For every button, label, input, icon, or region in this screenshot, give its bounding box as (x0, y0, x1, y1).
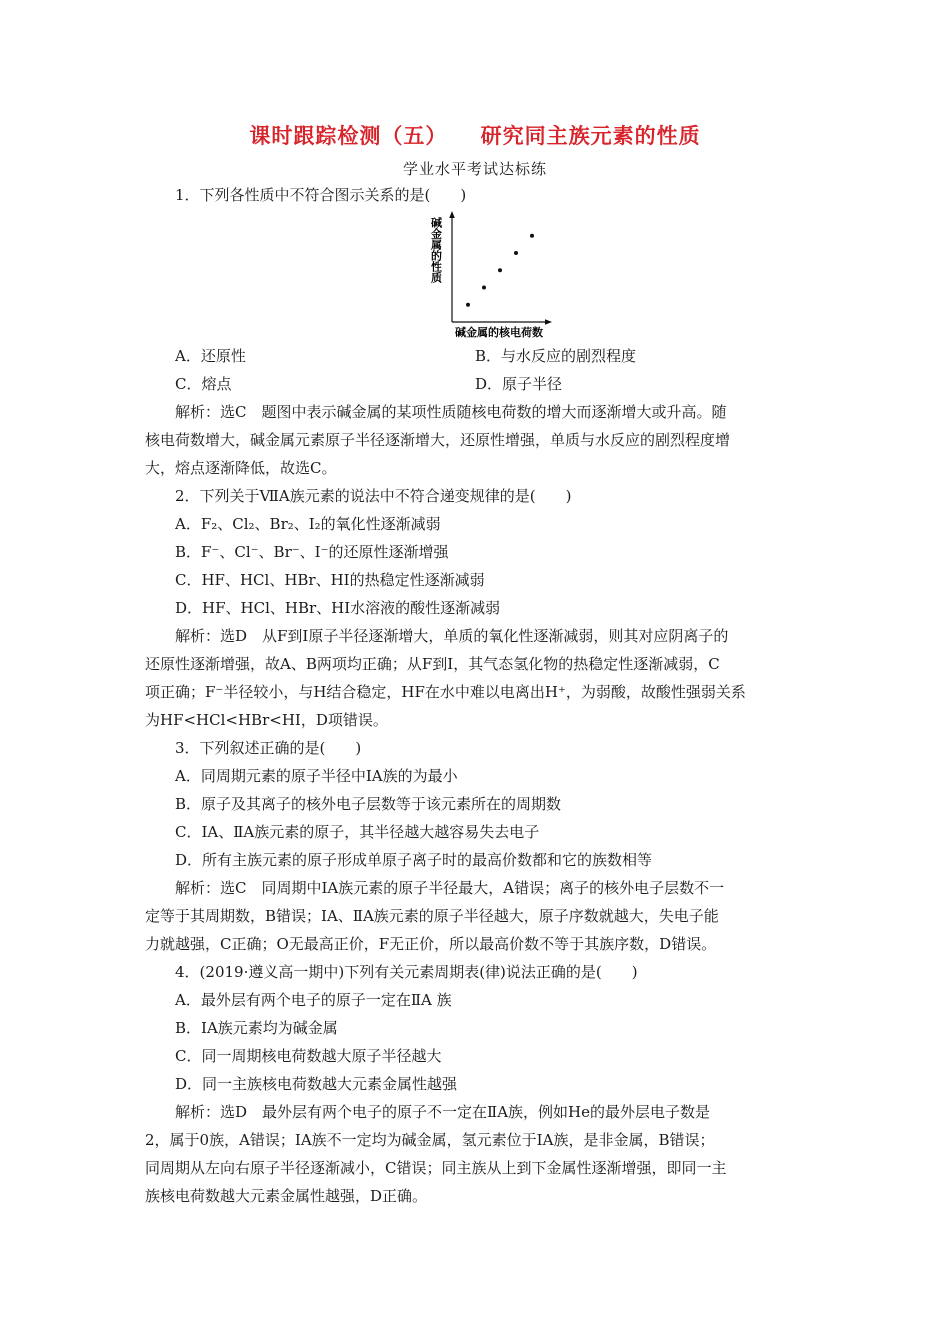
data-point (530, 234, 534, 238)
option-c: C．ⅠA、ⅡA族元素的原子，其半径越大越容易失去电子 (175, 823, 540, 841)
option-d: D．原子半径 (475, 375, 563, 393)
option-d: D．HF、HCl、HBr、HI水溶液的酸性逐渐减弱 (175, 599, 501, 617)
question-3-analysis-line: 力就越强，C正确；O无最高正价，F无正价，所以最高价数不等于其族序数，D错误。 (145, 935, 717, 953)
question-1-options-row-1 (145, 342, 810, 370)
chart-container (145, 209, 810, 339)
option-d: D．同一主族核电荷数越大元素金属性越强 (175, 1075, 458, 1093)
option-c: C．熔点 (175, 375, 232, 393)
option-c: C．同一周期核电荷数越大原子半径越大 (175, 1047, 442, 1065)
scatter-chart (425, 209, 555, 339)
option-b: B．F⁻、Cl⁻、Br⁻、I⁻的还原性逐渐增强 (175, 543, 449, 561)
option-b: B．原子及其离子的核外电子层数等于该元素所在的周期数 (175, 795, 562, 813)
option-b: B．ⅠA族元素均为碱金属 (175, 1019, 338, 1037)
question-4-analysis-line: 解析：选D 最外层有两个电子的原子不一定在ⅡA族，例如He的最外层电子数是 (175, 1103, 711, 1121)
data-points (466, 234, 534, 307)
y-axis-arrow (449, 211, 455, 218)
x-axis-arrow (545, 319, 552, 325)
x-axis-label: 碱金属的核电荷数 (455, 326, 543, 339)
question-3-analysis-line: 解析：选C 同周期中ⅠA族元素的原子半径最大，A错误；离子的核外电子层数不一 (175, 879, 725, 897)
page-title: 课时跟踪检测（五） 研究同主族元素的性质 (249, 124, 701, 148)
option-b: B．与水反应的剧烈程度 (475, 347, 637, 365)
document-body (145, 181, 810, 1210)
y-axis-label: 碱金属的性质 (429, 217, 443, 283)
option-d: D．所有主族元素的原子形成单原子离子时的最高价数都和它的族数相等 (175, 851, 653, 869)
data-point (482, 285, 486, 289)
question-2-analysis-line: 解析：选D 从F到I原子半径逐渐增大，单质的氧化性逐渐减弱，则其对应阴离子的 (175, 627, 729, 645)
option-a: A．最外层有两个电子的原子一定在ⅡA 族 (175, 991, 452, 1009)
question-1-stem: 1．下列各性质中不符合图示关系的是( ) (175, 186, 467, 204)
question-2-stem: 2．下列关于ⅦA族元素的说法中不符合递变规律的是( ) (175, 487, 572, 505)
option-a: A．F₂、Cl₂、Br₂、I₂的氧化性逐渐减弱 (175, 515, 441, 533)
question-4-analysis-line: 同周期从左向右原子半径逐渐减小，C错误；同主族从上到下金属性逐渐增强，即同一主 (145, 1159, 727, 1177)
section-subtitle: 学业水平考试达标练 (402, 160, 547, 178)
data-point (498, 268, 502, 272)
option-a: A．同周期元素的原子半径中ⅠA族的为最小 (175, 767, 458, 785)
data-point (466, 303, 470, 307)
question-4-analysis-line: 2，属于0族，A错误；ⅠA族不一定均为碱金属，氢元素位于ⅠA族，是非金属，B错误； (145, 1131, 715, 1149)
question-4-analysis-line: 族核电荷数越大元素金属性越强，D正确。 (145, 1187, 428, 1205)
question-2-analysis-line: 还原性逐渐增强，故A、B两项均正确；从F到I，其气态氢化物的热稳定性逐渐减弱，C (145, 655, 720, 673)
question-2-analysis-line: 项正确；F⁻半径较小，与H结合稳定，HF在水中难以电离出H⁺，为弱酸，故酸性强弱关系 (145, 683, 746, 701)
question-1-analysis-line: 核电荷数增大，碱金属元素原子半径逐渐增大，还原性增强，单质与水反应的剧烈程度增 (145, 431, 731, 449)
question-3-analysis-line: 定等于其周期数，B错误；ⅠA、ⅡA族元素的原子半径越大，原子序数就越大，失电子能 (145, 907, 719, 925)
question-4-stem: 4．(2019·遵义高一期中)下列有关元素周期表(律)说法正确的是( ) (175, 963, 638, 981)
question-1-analysis-line: 解析：选C 题图中表示碱金属的某项性质随核电荷数的增大而逐渐增大或升高。随 (175, 403, 727, 421)
option-c: C．HF、HCl、HBr、HI的热稳定性逐渐减弱 (175, 571, 485, 589)
question-1-options-row-2 (145, 370, 810, 398)
question-1-analysis-line: 大，熔点逐渐降低，故选C。 (145, 459, 337, 477)
question-3-stem: 3．下列叙述正确的是( ) (175, 739, 362, 757)
question-2-analysis-line: 为HF<HCl<HBr<HI，D项错误。 (145, 711, 388, 729)
option-a: A．还原性 (175, 347, 246, 365)
data-point (514, 251, 518, 255)
